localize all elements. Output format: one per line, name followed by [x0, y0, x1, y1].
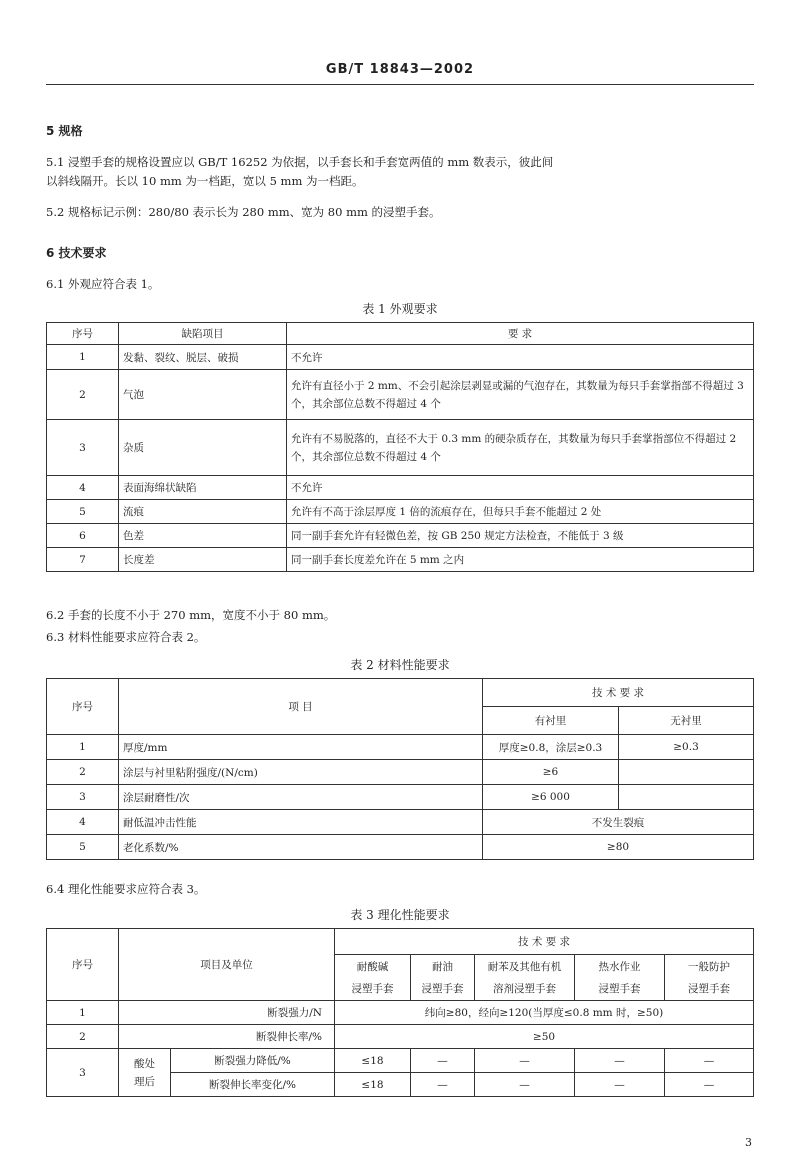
header-rule: [46, 84, 754, 85]
t1-cell: 1: [47, 345, 119, 370]
t3-group-line2: 理后: [134, 1075, 155, 1088]
para-6-1: 6.1 外观应符合表 1。: [46, 277, 160, 291]
t1-header-req: 要 求: [287, 323, 754, 345]
t1-header-no: 序号: [47, 323, 119, 345]
t3-col3-b: 溶剂浸塑手套: [475, 978, 575, 1001]
table-row: [47, 1001, 754, 1025]
t2-cell: 5: [47, 835, 119, 860]
t3-cell: ≤18: [335, 1049, 411, 1073]
t2-header-item: 项 目: [119, 679, 483, 735]
t1-cell: 气泡: [119, 370, 287, 420]
t3-cell: 3: [47, 1049, 119, 1097]
t2-cell: 耐低温冲击性能: [119, 810, 483, 835]
para-5-1-line1: 5.1 浸塑手套的规格设置应以 GB/T 16252 为依据，以手套长和手套宽两值的 mm 数表示，彼此间: [46, 155, 554, 169]
t3-col2-a: 耐油: [411, 955, 475, 978]
t2-header-lined: 有衬里: [483, 707, 619, 735]
para-5-2: 5.2 规格标记示例：280/80 表示长为 280 mm、宽为 80 mm 的浸塑手套。: [46, 205, 441, 219]
t3-cell: ≥50: [335, 1025, 754, 1049]
t1-cell: 允许有直径小于 2 mm、不会引起涂层剥显或漏的气泡存在，其数量为每只手套掌指部不得超过 3 个，其余部位总数不得超过 4 个: [287, 370, 754, 420]
table-row: [47, 500, 754, 524]
table-row: [47, 548, 754, 572]
table-row: [47, 345, 754, 370]
table-2-caption: 表 2 材料性能要求: [350, 658, 450, 672]
t2-cell: 涂层与衬里粘附强度/(N/cm): [119, 760, 483, 785]
table-3-physchem: [46, 928, 754, 1097]
t3-col4-b: 浸塑手套: [575, 978, 665, 1001]
t1-cell: 允许有不易脱落的，直径不大于 0.3 mm 的硬杂质存在，其数量为每只手套掌指部位不得超过 2 个，其余部位总数不得超过 4 个: [287, 420, 754, 476]
table-2-material: [46, 678, 754, 860]
t1-cell: 长度差: [119, 548, 287, 572]
standard-number: GB/T 18843—2002: [325, 62, 475, 77]
t3-cell: —: [665, 1049, 754, 1073]
t2-cell: ≥0.3: [619, 735, 754, 760]
t2-cell: ≥6 000: [483, 785, 619, 810]
table-row: [47, 524, 754, 548]
t1-cell: 流痕: [119, 500, 287, 524]
t3-col3-a: 耐苯及其他有机: [475, 955, 575, 978]
t3-cell: 1: [47, 1001, 119, 1025]
t1-cell: 色差: [119, 524, 287, 548]
t3-col5-b: 浸塑手套: [665, 978, 754, 1001]
t3-cell: ≤18: [335, 1073, 411, 1097]
t2-cell: 厚度/mm: [119, 735, 483, 760]
t2-cell: [619, 760, 754, 785]
t3-group-line1: 酸处: [134, 1057, 155, 1070]
t1-cell: 允许有不高于涂层厚度 1 倍的流痕存在，但每只手套不能超过 2 处: [287, 500, 754, 524]
table-row: [47, 420, 754, 476]
t1-cell: 7: [47, 548, 119, 572]
section-6-title: 6 技术要求: [46, 246, 107, 260]
t2-cell: 不发生裂痕: [483, 810, 754, 835]
table-3-caption: 表 3 理化性能要求: [350, 908, 450, 922]
para-6-4: 6.4 理化性能要求应符合表 3。: [46, 882, 206, 896]
t1-cell: 同一副手套允许有轻微色差，按 GB 250 规定方法检查，不能低于 3 级: [287, 524, 754, 548]
table-1-caption: 表 1 外观要求: [362, 302, 438, 316]
t3-cell: 2: [47, 1025, 119, 1049]
t3-cell: 断裂伸长率变化/%: [171, 1073, 335, 1097]
t1-cell: 杂质: [119, 420, 287, 476]
t3-header-req: 技 术 要 求: [335, 929, 754, 955]
t1-cell: 6: [47, 524, 119, 548]
t3-cell: 断裂强力/N: [119, 1001, 335, 1025]
t2-cell: 老化系数/%: [119, 835, 483, 860]
table-row: [47, 785, 754, 810]
t3-header-no: 序号: [47, 929, 119, 1001]
t2-cell: ≥80: [483, 835, 754, 860]
t3-cell: —: [411, 1049, 475, 1073]
t3-col2-b: 浸塑手套: [411, 978, 475, 1001]
t1-cell: 5: [47, 500, 119, 524]
t2-header-unlined: 无衬里: [619, 707, 754, 735]
t3-cell: —: [665, 1073, 754, 1097]
t2-cell: 3: [47, 785, 119, 810]
para-6-3: 6.3 材料性能要求应符合表 2。: [46, 630, 206, 644]
para-5-1: [46, 153, 756, 191]
t1-cell: 发黏、裂纹、脱层、破损: [119, 345, 287, 370]
t2-cell: 4: [47, 810, 119, 835]
t2-cell: 2: [47, 760, 119, 785]
table-row: [47, 810, 754, 835]
t1-cell: 2: [47, 370, 119, 420]
t1-cell: 不允许: [287, 476, 754, 500]
t2-header-req: 技 术 要 求: [483, 679, 754, 707]
t1-cell: 4: [47, 476, 119, 500]
para-5-1-line2: 以斜线隔开。长以 10 mm 为一档距，宽以 5 mm 为一档距。: [46, 174, 364, 188]
t3-col5-a: 一般防护: [665, 955, 754, 978]
t3-col1-a: 耐酸碱: [335, 955, 411, 978]
table-row: [47, 760, 754, 785]
table-row: [47, 735, 754, 760]
t3-cell: —: [411, 1073, 475, 1097]
t3-col1-b: 浸塑手套: [335, 978, 411, 1001]
section-5-title: 5 规格: [46, 124, 83, 138]
t1-cell: 3: [47, 420, 119, 476]
t3-cell: —: [475, 1073, 575, 1097]
t2-cell: 1: [47, 735, 119, 760]
t1-cell: 同一副手套长度差允许在 5 mm 之内: [287, 548, 754, 572]
table-row: [47, 929, 754, 955]
para-6-2: 6.2 手套的长度不小于 270 mm，宽度不小于 80 mm。: [46, 608, 336, 622]
table-row: [47, 370, 754, 420]
t2-cell: 厚度≥0.8，涂层≥0.3: [483, 735, 619, 760]
t3-header-item: 项目及单位: [119, 929, 335, 1001]
t3-cell: 断裂伸长率/%: [119, 1025, 335, 1049]
table-1-appearance: [46, 322, 754, 572]
table-row: [47, 476, 754, 500]
t1-cell: 表面海绵状缺陷: [119, 476, 287, 500]
t3-cell: 纬向≥80，经向≥120(当厚度≤0.8 mm 时，≥50): [335, 1001, 754, 1025]
t2-header-no: 序号: [47, 679, 119, 735]
table-row: [47, 323, 754, 345]
table-row: [47, 1025, 754, 1049]
t3-cell: —: [575, 1049, 665, 1073]
t2-cell: ≥6: [483, 760, 619, 785]
t2-cell: 涂层耐磨性/次: [119, 785, 483, 810]
t3-cell: 断裂强力降低/%: [171, 1049, 335, 1073]
t3-cell: —: [475, 1049, 575, 1073]
table-row: [47, 679, 754, 707]
t1-cell: 不允许: [287, 345, 754, 370]
t3-cell: —: [575, 1073, 665, 1097]
t1-header-item: 缺陷项目: [119, 323, 287, 345]
table-row: [47, 835, 754, 860]
t3-group-label: [119, 1049, 171, 1097]
t2-cell: [619, 785, 754, 810]
page-number: 3: [745, 1136, 752, 1149]
t3-col4-a: 热水作业: [575, 955, 665, 978]
table-row: [47, 1049, 754, 1073]
